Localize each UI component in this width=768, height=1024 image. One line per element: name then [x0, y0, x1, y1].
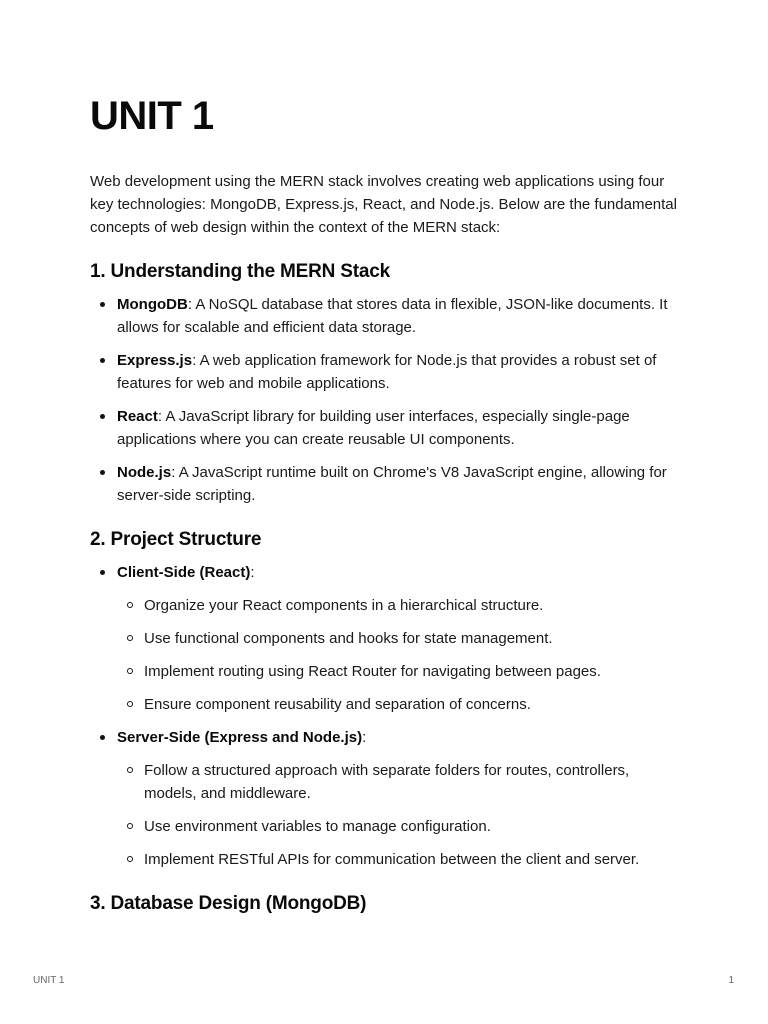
- footer-title: UNIT 1: [33, 975, 65, 986]
- circle-bullet-icon: [127, 602, 133, 608]
- list-item-nodejs: [90, 461, 680, 507]
- sublist-item-text: Implement routing using React Router for navigating between pages.: [144, 663, 601, 680]
- list-item-react: [90, 405, 680, 451]
- bullet-icon: [100, 570, 105, 575]
- term-suffix: :: [250, 564, 255, 581]
- sublist-item-text: Use functional components and hooks for state management.: [144, 630, 553, 647]
- term-server-side: Server-Side (Express and Node.js): [117, 729, 363, 746]
- sublist-item-text: Implement RESTful APIs for communication between the client and server.: [144, 851, 640, 868]
- bullet-icon: [100, 414, 105, 419]
- page-title: UNIT 1: [90, 94, 214, 138]
- section-heading-mern-stack: 1. Understanding the MERN Stack: [90, 261, 390, 282]
- sublist-item: [117, 627, 680, 650]
- document-page: [90, 88, 680, 917]
- project-structure-list: [90, 561, 680, 871]
- section-heading-database-design: 3. Database Design (MongoDB): [90, 893, 367, 914]
- list-item-mongodb: [90, 293, 680, 339]
- sublist-item: [117, 815, 680, 838]
- circle-bullet-icon: [127, 856, 133, 862]
- list-item-express: [90, 349, 680, 395]
- term-mongodb: MongoDB: [117, 296, 188, 313]
- circle-bullet-icon: [127, 668, 133, 674]
- circle-bullet-icon: [127, 635, 133, 641]
- server-side-sublist: [117, 759, 680, 871]
- sublist-item-text: Ensure component reusability and separation of concerns.: [144, 696, 531, 713]
- sublist-item: [117, 660, 680, 683]
- sublist-item: [117, 693, 680, 716]
- description-nodejs: : A JavaScript runtime built on Chrome's V8 JavaScript engine, allowing for server-side scripting.: [117, 464, 667, 504]
- sublist-item-text: Organize your React components in a hierarchical structure.: [144, 597, 544, 614]
- sublist-item-text: Use environment variables to manage configuration.: [144, 818, 491, 835]
- circle-bullet-icon: [127, 823, 133, 829]
- description-react: : A JavaScript library for building user interfaces, especially single-page applications where you can create reusable UI components.: [117, 408, 630, 448]
- mern-stack-list: [90, 293, 680, 507]
- term-react: React: [117, 408, 158, 425]
- client-side-sublist: [117, 594, 680, 716]
- page-number: 1: [728, 975, 734, 986]
- bullet-icon: [100, 470, 105, 475]
- term-express: Express.js: [117, 352, 193, 369]
- bullet-icon: [100, 302, 105, 307]
- section-heading-project-structure: 2. Project Structure: [90, 529, 262, 550]
- intro-paragraph: Web development using the MERN stack involves creating web applications using four key technologies: MongoDB, Express.js, React, and Node.js. Below are the fundamental concepts of web design within the context of the MERN stack:: [90, 173, 677, 236]
- description-mongodb: : A NoSQL database that stores data in flexible, JSON-like documents. It allows for scalable and efficient data storage.: [117, 296, 668, 336]
- term-suffix: :: [362, 729, 367, 746]
- sublist-item: [117, 594, 680, 617]
- sublist-item: [117, 759, 680, 805]
- bullet-icon: [100, 735, 105, 740]
- term-nodejs: Node.js: [117, 464, 172, 481]
- list-item-server-side: [90, 726, 680, 871]
- sublist-item-text: Follow a structured approach with separate folders for routes, controllers, models, and middleware.: [144, 762, 630, 802]
- circle-bullet-icon: [127, 701, 133, 707]
- term-client-side: Client-Side (React): [117, 564, 251, 581]
- sublist-item: [117, 848, 680, 871]
- description-express: : A web application framework for Node.js that provides a robust set of features for web and mobile applications.: [117, 352, 657, 392]
- bullet-icon: [100, 358, 105, 363]
- circle-bullet-icon: [127, 767, 133, 773]
- list-item-client-side: [90, 561, 680, 716]
